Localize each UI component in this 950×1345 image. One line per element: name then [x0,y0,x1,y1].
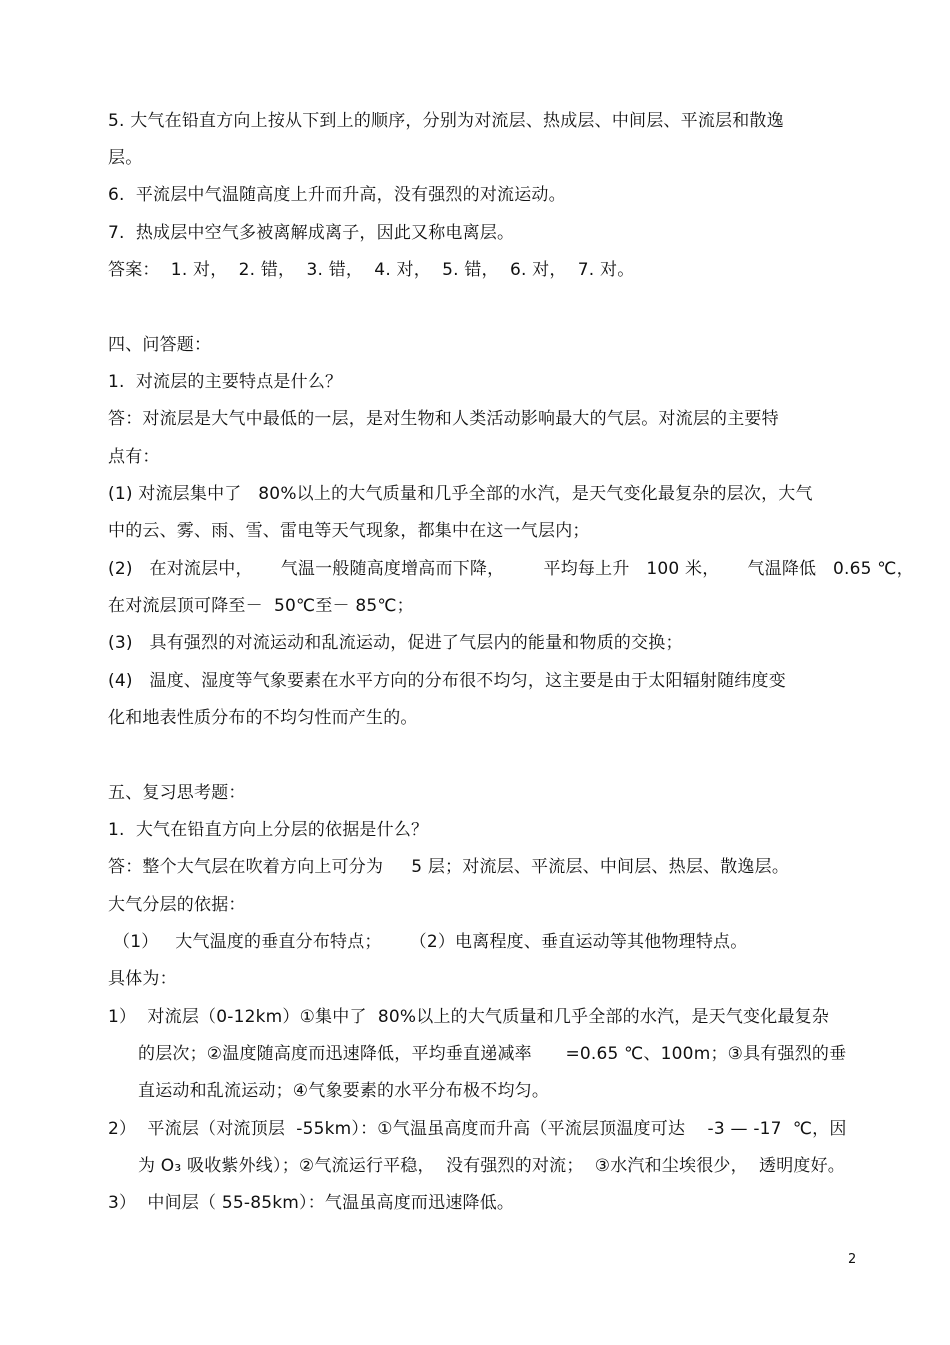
specifics-heading: 具体为： [108,969,177,989]
mesosphere-line: 3） 中间层（ 55-85km）：气温虽高度而迅速降低。 [108,1193,515,1213]
stratosphere-line-1: 2） 平流层（对流顶层 -55km）：①气温虽高度而升高（平流层顶温度可达 -3 — -17 ℃，因 [108,1119,847,1139]
point-3: (3) 具有强烈的对流运动和乱流运动，促进了气层内的能量和物质的交换； [108,633,683,653]
stratosphere-line-2: 为 O₃ 吸收紫外线）；②气流运行平稳， 没有强烈的对流； ③水汽和尘埃很少， 透明度好。 [138,1156,846,1176]
section-heading-5: 五、复习思考题： [108,783,246,803]
answer-text-2: 点有： [108,447,160,467]
section-heading-4: 四、问答题： [108,335,212,355]
page-number: 2 [848,1252,857,1267]
layering-basis-heading: 大气分层的依据： [108,895,246,915]
troposphere-line-2: 的层次；②温度随高度而迅速降低，平均垂直递减率 =0.65 ℃、100m；③具有强烈的垂 [138,1044,847,1064]
troposphere-line-1: 1） 对流层（0-12km）①集中了 80%以上的大气质量和几乎全部的水汽，是天气变化最复杂 [108,1007,830,1027]
point-1-line-2: 中的云、雾、雨、雪、雷电等天气现象，都集中在这一气层内； [108,521,590,541]
answer-line: 答案： 1. 对， 2. 错， 3. 错， 4. 对， 5. 错， 6. 对， 7. 对。 [108,260,635,280]
troposphere-line-3: 直运动和乱流运动；④气象要素的水平分布极不均匀。 [138,1081,550,1101]
review-question-1: 1. 大气在铅直方向上分层的依据是什么？ [108,820,429,840]
text-line-2: 层。 [108,148,143,168]
question-1: 1. 对流层的主要特点是什么？ [108,372,343,392]
point-4-line-2: 化和地表性质分布的不均匀性而产生的。 [108,708,418,728]
text-line-1: 5. 大气在铅直方向上按从下到上的顺序，分别为对流层、热成层、中间层、平流层和散逸 [108,111,784,131]
point-2-line-2: 在对流层顶可降至－ 50℃至－ 85℃； [108,596,414,616]
text-line-4: 7. 热成层中空气多被离解成离子，因此又称电离层。 [108,223,515,243]
answer-text-1: 答：对流层是大气中最低的一层，是对生物和人类活动影响最大的气层。对流层的主要特 [108,409,779,429]
point-1-line-1: (1) 对流层集中了 80%以上的大气质量和几乎全部的水汽，是天气变化最复杂的层次，大气 [108,484,813,504]
text-line-3: 6. 平流层中气温随高度上升而升高，没有强烈的对流运动。 [108,185,566,205]
layering-basis-items: （1） 大气温度的垂直分布特点； （2）电离程度、垂直运动等其他物理特点。 [113,932,748,952]
review-answer-1: 答：整个大气层在吹着方向上可分为 5 层；对流层、平流层、中间层、热层、散逸层。 [108,857,790,877]
point-4-line-1: (4) 温度、湿度等气象要素在水平方向的分布很不均匀，这主要是由于太阳辐射随纬度变 [108,671,786,691]
point-2-line-1: (2) 在对流层中， 气温一般随高度增高而下降， 平均每上升 100 米， 气温降低 0.65 ℃， [108,559,914,579]
